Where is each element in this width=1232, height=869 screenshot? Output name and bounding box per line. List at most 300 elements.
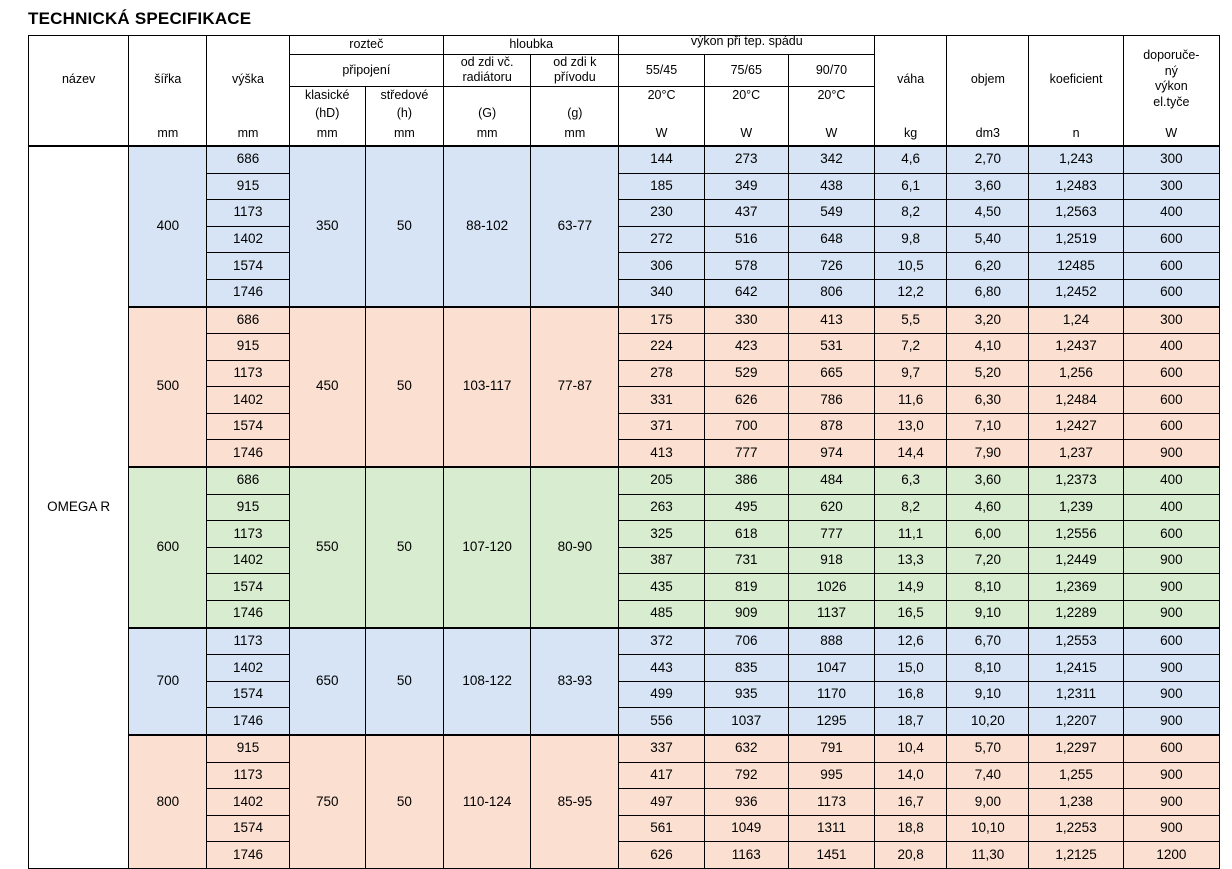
cell-stredove: 50 — [365, 735, 443, 868]
cell-vykon-5545: 224 — [619, 334, 704, 361]
header-od-zdi-vc-radiatoru-code: (G) — [444, 105, 531, 123]
cell-vaha: 14,9 — [875, 574, 947, 601]
cell-vykon-5545: 497 — [619, 789, 704, 816]
cell-vaha: 20,8 — [875, 842, 947, 869]
cell-od-zdi-k-privodu: 80-90 — [531, 467, 619, 628]
cell-objem: 6,30 — [947, 387, 1029, 414]
cell-objem: 9,10 — [947, 681, 1029, 708]
cell-od-zdi-k-privodu: 77-87 — [531, 307, 619, 468]
cell-od-zdi-vc-radiatoru: 110-124 — [444, 735, 531, 868]
cell-vaha: 6,3 — [875, 467, 947, 494]
unit-koeficient: n — [1029, 123, 1123, 146]
cell-vykon-5545: 417 — [619, 762, 704, 789]
cell-vykon-7565: 349 — [704, 173, 788, 200]
table-row — [29, 334, 1220, 361]
cell-doporuceny-vykon: 400 — [1123, 200, 1219, 227]
cell-doporuceny-vykon: 600 — [1123, 253, 1219, 280]
cell-vykon-5545: 413 — [619, 440, 704, 467]
cell-doporuceny-vykon: 600 — [1123, 360, 1219, 387]
cell-vyska: 1173 — [207, 762, 289, 789]
cell-vykon-9070: 974 — [788, 440, 874, 467]
unit-od-zdi-vc-radiatoru: mm — [444, 123, 531, 146]
cell-doporuceny-vykon: 600 — [1123, 413, 1219, 440]
units-row — [29, 123, 1220, 146]
header-vaha: váha — [875, 35, 947, 123]
cell-koeficient: 1,24 — [1029, 307, 1123, 334]
cell-doporuceny-vykon: 600 — [1123, 735, 1219, 762]
cell-objem: 7,20 — [947, 547, 1029, 574]
cell-vykon-5545: 278 — [619, 360, 704, 387]
cell-vaha: 11,1 — [875, 521, 947, 548]
cell-vykon-5545: 443 — [619, 655, 704, 682]
cell-koeficient: 1,2519 — [1029, 226, 1123, 253]
cell-objem: 3,20 — [947, 307, 1029, 334]
cell-vyska: 1402 — [207, 226, 289, 253]
cell-vaha: 13,0 — [875, 413, 947, 440]
cell-doporuceny-vykon: 900 — [1123, 601, 1219, 628]
cell-vyska: 686 — [207, 146, 289, 173]
cell-doporuceny-vykon: 600 — [1123, 387, 1219, 414]
table-row — [29, 601, 1220, 628]
cell-vykon-9070: 648 — [788, 226, 874, 253]
cell-vykon-9070: 484 — [788, 467, 874, 494]
cell-vykon-7565: 495 — [704, 494, 788, 521]
header-spad-9070-spacer — [788, 105, 874, 123]
cell-od-zdi-vc-radiatoru: 88-102 — [444, 146, 531, 307]
header-nazev: název — [29, 35, 129, 123]
cell-vykon-9070: 665 — [788, 360, 874, 387]
cell-doporuceny-vykon: 400 — [1123, 494, 1219, 521]
cell-vaha: 10,5 — [875, 253, 947, 280]
cell-sirka: 400 — [129, 146, 207, 307]
table-row — [29, 547, 1220, 574]
cell-objem: 7,90 — [947, 440, 1029, 467]
cell-doporuceny-vykon: 900 — [1123, 655, 1219, 682]
cell-vyska: 1746 — [207, 279, 289, 306]
table-row — [29, 360, 1220, 387]
cell-vykon-9070: 726 — [788, 253, 874, 280]
table-row — [29, 387, 1220, 414]
cell-vyska: 1402 — [207, 387, 289, 414]
cell-vaha: 15,0 — [875, 655, 947, 682]
cell-vykon-7565: 706 — [704, 628, 788, 655]
unit-stredove: mm — [365, 123, 443, 146]
cell-doporuceny-vykon: 900 — [1123, 681, 1219, 708]
cell-vykon-9070: 806 — [788, 279, 874, 306]
cell-vyska: 1574 — [207, 413, 289, 440]
cell-vyska: 686 — [207, 307, 289, 334]
cell-objem: 6,20 — [947, 253, 1029, 280]
header-roztec: rozteč — [289, 35, 443, 54]
cell-vaha: 4,6 — [875, 146, 947, 173]
unit-spad-9070: W — [788, 123, 874, 146]
cell-objem: 5,70 — [947, 735, 1029, 762]
unit-klasicke: mm — [289, 123, 365, 146]
table-header — [29, 35, 1220, 146]
cell-vykon-9070: 1295 — [788, 708, 874, 735]
cell-doporuceny-vykon: 300 — [1123, 307, 1219, 334]
header-doporuceny-line4: el.tyče — [1153, 94, 1190, 109]
cell-vyska: 1402 — [207, 655, 289, 682]
cell-objem: 3,60 — [947, 173, 1029, 200]
header-koeficient: koeficient — [1029, 35, 1123, 123]
cell-vykon-7565: 1049 — [704, 815, 788, 842]
cell-vykon-9070: 786 — [788, 387, 874, 414]
cell-koeficient: 1,238 — [1029, 789, 1123, 816]
table-row — [29, 413, 1220, 440]
cell-koeficient: 1,2125 — [1029, 842, 1123, 869]
cell-vyska: 1574 — [207, 574, 289, 601]
unit-vyska: mm — [207, 123, 289, 146]
header-spad-7565-spacer — [704, 105, 788, 123]
header-spad-7565-temp: 20°C — [704, 86, 788, 105]
cell-vykon-5545: 263 — [619, 494, 704, 521]
cell-klasicke: 750 — [289, 735, 365, 868]
cell-vyska: 1746 — [207, 440, 289, 467]
cell-koeficient: 1,2556 — [1029, 521, 1123, 548]
cell-vykon-5545: 499 — [619, 681, 704, 708]
cell-vyska: 1402 — [207, 789, 289, 816]
cell-objem: 4,10 — [947, 334, 1029, 361]
cell-koeficient: 1,2437 — [1029, 334, 1123, 361]
cell-vykon-9070: 620 — [788, 494, 874, 521]
cell-vykon-9070: 1137 — [788, 601, 874, 628]
cell-od-zdi-vc-radiatoru: 103-117 — [444, 307, 531, 468]
cell-od-zdi-vc-radiatoru: 107-120 — [444, 467, 531, 628]
cell-od-zdi-vc-radiatoru: 108-122 — [444, 628, 531, 735]
cell-doporuceny-vykon: 300 — [1123, 146, 1219, 173]
table-row — [29, 628, 1220, 655]
cell-vykon-9070: 1173 — [788, 789, 874, 816]
cell-vykon-5545: 230 — [619, 200, 704, 227]
cell-vyska: 1574 — [207, 815, 289, 842]
header-doporuceny-line1: doporuče- — [1143, 48, 1200, 63]
header-sirka: šířka — [129, 35, 207, 123]
unit-objem: dm3 — [947, 123, 1029, 146]
cell-vyska: 1746 — [207, 842, 289, 869]
cell-vykon-9070: 1311 — [788, 815, 874, 842]
cell-doporuceny-vykon: 900 — [1123, 815, 1219, 842]
header-od-zdi-k-privodu-cont — [531, 86, 619, 105]
page-title: TECHNICKÁ SPECIFIKACE — [28, 9, 252, 28]
cell-koeficient: 1,256 — [1029, 360, 1123, 387]
cell-vaha: 18,8 — [875, 815, 947, 842]
cell-klasicke: 650 — [289, 628, 365, 735]
cell-doporuceny-vykon: 900 — [1123, 440, 1219, 467]
cell-sirka: 600 — [129, 467, 207, 628]
cell-vykon-5545: 185 — [619, 173, 704, 200]
header-klasicke-code: (hD) — [289, 105, 365, 123]
cell-stredove: 50 — [365, 628, 443, 735]
cell-koeficient: 1,237 — [1029, 440, 1123, 467]
cell-vaha: 10,4 — [875, 735, 947, 762]
cell-doporuceny-vykon: 400 — [1123, 334, 1219, 361]
cell-objem: 4,60 — [947, 494, 1029, 521]
table-row — [29, 307, 1220, 334]
cell-vykon-5545: 626 — [619, 842, 704, 869]
table-row — [29, 467, 1220, 494]
cell-od-zdi-k-privodu: 63-77 — [531, 146, 619, 307]
cell-doporuceny-vykon: 600 — [1123, 521, 1219, 548]
table-row — [29, 253, 1220, 280]
table-row — [29, 708, 1220, 735]
header-vyska: výška — [207, 35, 289, 123]
table-row — [29, 574, 1220, 601]
cell-vykon-7565: 386 — [704, 467, 788, 494]
header-row-1 — [29, 35, 1220, 54]
cell-koeficient: 1,239 — [1029, 494, 1123, 521]
cell-vykon-7565: 700 — [704, 413, 788, 440]
table-row — [29, 200, 1220, 227]
cell-objem: 8,10 — [947, 655, 1029, 682]
header-od-zdi-k-privodu — [531, 54, 619, 86]
cell-vykon-9070: 1047 — [788, 655, 874, 682]
cell-vykon-9070: 791 — [788, 735, 874, 762]
cell-vaha: 9,8 — [875, 226, 947, 253]
cell-doporuceny-vykon: 900 — [1123, 762, 1219, 789]
cell-vykon-7565: 529 — [704, 360, 788, 387]
cell-objem: 11,30 — [947, 842, 1029, 869]
cell-vykon-7565: 423 — [704, 334, 788, 361]
cell-doporuceny-vykon: 900 — [1123, 547, 1219, 574]
cell-vaha: 13,3 — [875, 547, 947, 574]
cell-vyska: 915 — [207, 334, 289, 361]
cell-vaha: 11,6 — [875, 387, 947, 414]
product-name-cell: OMEGA R — [29, 146, 129, 869]
cell-od-zdi-k-privodu: 85-95 — [531, 735, 619, 868]
cell-vaha: 6,1 — [875, 173, 947, 200]
cell-koeficient: 1,2415 — [1029, 655, 1123, 682]
header-doporuceny-line2: ný — [1164, 63, 1178, 78]
cell-vykon-7565: 835 — [704, 655, 788, 682]
cell-vykon-5545: 205 — [619, 467, 704, 494]
header-od-zdi-k-privodu-code: (g) — [531, 105, 619, 123]
unit-vaha: kg — [875, 123, 947, 146]
cell-koeficient: 1,2253 — [1029, 815, 1123, 842]
cell-stredove: 50 — [365, 467, 443, 628]
cell-vykon-5545: 435 — [619, 574, 704, 601]
cell-vykon-7565: 819 — [704, 574, 788, 601]
cell-koeficient: 1,2289 — [1029, 601, 1123, 628]
cell-vykon-7565: 273 — [704, 146, 788, 173]
cell-objem: 10,10 — [947, 815, 1029, 842]
cell-koeficient: 1,2373 — [1029, 467, 1123, 494]
cell-vykon-7565: 516 — [704, 226, 788, 253]
table-row — [29, 681, 1220, 708]
header-od-zdi-vc-radiatoru-cont — [444, 86, 531, 105]
table-row — [29, 762, 1220, 789]
cell-vyska: 915 — [207, 494, 289, 521]
cell-doporuceny-vykon: 400 — [1123, 467, 1219, 494]
cell-objem: 5,40 — [947, 226, 1029, 253]
cell-vykon-9070: 1170 — [788, 681, 874, 708]
cell-koeficient: 1,2369 — [1029, 574, 1123, 601]
header-stredove: středové — [365, 86, 443, 105]
cell-vykon-5545: 371 — [619, 413, 704, 440]
header-vykon-text: výkon při tep. spádu — [690, 34, 803, 49]
cell-klasicke: 350 — [289, 146, 365, 307]
cell-objem: 9,10 — [947, 601, 1029, 628]
cell-vaha: 12,6 — [875, 628, 947, 655]
cell-vykon-7565: 1037 — [704, 708, 788, 735]
header-objem: objem — [947, 35, 1029, 123]
cell-vaha: 18,7 — [875, 708, 947, 735]
cell-vykon-7565: 626 — [704, 387, 788, 414]
cell-vyska: 1173 — [207, 200, 289, 227]
header-spad-7565: 75/65 — [704, 54, 788, 86]
cell-vyska: 915 — [207, 173, 289, 200]
cell-vykon-7565: 936 — [704, 789, 788, 816]
table-row — [29, 735, 1220, 762]
cell-vykon-7565: 578 — [704, 253, 788, 280]
cell-vykon-5545: 387 — [619, 547, 704, 574]
cell-objem: 3,60 — [947, 467, 1029, 494]
header-od-zdi-k-privodu-text: od zdi k přívodu — [553, 54, 597, 85]
cell-vaha: 16,8 — [875, 681, 947, 708]
cell-doporuceny-vykon: 300 — [1123, 173, 1219, 200]
cell-vykon-9070: 531 — [788, 334, 874, 361]
cell-objem: 4,50 — [947, 200, 1029, 227]
cell-objem: 7,40 — [947, 762, 1029, 789]
cell-stredove: 50 — [365, 146, 443, 307]
cell-vaha: 8,2 — [875, 494, 947, 521]
cell-vykon-9070: 777 — [788, 521, 874, 548]
header-doporuceny-vykon — [1123, 35, 1219, 123]
cell-doporuceny-vykon: 900 — [1123, 789, 1219, 816]
cell-vaha: 12,2 — [875, 279, 947, 306]
cell-objem: 9,00 — [947, 789, 1029, 816]
cell-vyska: 915 — [207, 735, 289, 762]
table-row — [29, 494, 1220, 521]
cell-vyska: 1173 — [207, 521, 289, 548]
cell-koeficient: 1,243 — [1029, 146, 1123, 173]
cell-vaha: 5,5 — [875, 307, 947, 334]
cell-vykon-7565: 330 — [704, 307, 788, 334]
cell-vykon-5545: 325 — [619, 521, 704, 548]
cell-vykon-9070: 878 — [788, 413, 874, 440]
table-row — [29, 226, 1220, 253]
cell-vaha: 14,4 — [875, 440, 947, 467]
cell-vaha: 16,7 — [875, 789, 947, 816]
header-od-zdi-vc-radiatoru — [444, 54, 531, 86]
cell-vykon-5545: 340 — [619, 279, 704, 306]
cell-objem: 2,70 — [947, 146, 1029, 173]
cell-doporuceny-vykon: 600 — [1123, 226, 1219, 253]
cell-vykon-9070: 342 — [788, 146, 874, 173]
header-spad-5545-spacer — [619, 105, 704, 123]
cell-od-zdi-k-privodu: 83-93 — [531, 628, 619, 735]
cell-vykon-5545: 372 — [619, 628, 704, 655]
cell-vaha: 8,2 — [875, 200, 947, 227]
cell-objem: 6,00 — [947, 521, 1029, 548]
cell-koeficient: 1,2449 — [1029, 547, 1123, 574]
cell-objem: 6,70 — [947, 628, 1029, 655]
header-spad-9070-temp: 20°C — [788, 86, 874, 105]
cell-doporuceny-vykon: 1200 — [1123, 842, 1219, 869]
cell-koeficient: 1,2297 — [1029, 735, 1123, 762]
unit-spad-7565: W — [704, 123, 788, 146]
cell-koeficient: 1,2553 — [1029, 628, 1123, 655]
cell-vykon-9070: 918 — [788, 547, 874, 574]
cell-vykon-7565: 642 — [704, 279, 788, 306]
table-row — [29, 521, 1220, 548]
header-spad-9070: 90/70 — [788, 54, 874, 86]
header-spad-5545: 55/45 — [619, 54, 704, 86]
cell-koeficient: 1,2483 — [1029, 173, 1123, 200]
cell-vykon-5545: 337 — [619, 735, 704, 762]
cell-vykon-7565: 909 — [704, 601, 788, 628]
table-row — [29, 842, 1220, 869]
table-row — [29, 655, 1220, 682]
cell-vykon-9070: 888 — [788, 628, 874, 655]
cell-vyska: 1746 — [207, 708, 289, 735]
table-row — [29, 789, 1220, 816]
cell-vaha: 14,0 — [875, 762, 947, 789]
table-row — [29, 146, 1220, 173]
unit-doporuceny-vykon: W — [1123, 123, 1219, 146]
unit-od-zdi-k-privodu: mm — [531, 123, 619, 146]
cell-vyska: 1574 — [207, 681, 289, 708]
cell-vykon-9070: 995 — [788, 762, 874, 789]
cell-objem: 6,80 — [947, 279, 1029, 306]
cell-koeficient: 1,2484 — [1029, 387, 1123, 414]
specification-table — [28, 35, 1220, 869]
cell-vykon-9070: 1026 — [788, 574, 874, 601]
cell-vyska: 1746 — [207, 601, 289, 628]
cell-vyska: 686 — [207, 467, 289, 494]
cell-vykon-9070: 438 — [788, 173, 874, 200]
cell-vykon-7565: 437 — [704, 200, 788, 227]
cell-objem: 7,10 — [947, 413, 1029, 440]
cell-vykon-5545: 485 — [619, 601, 704, 628]
header-spad-5545-temp: 20°C — [619, 86, 704, 105]
header-od-zdi-vc-radiatoru-text: od zdi vč. radiátoru — [460, 54, 514, 85]
cell-vaha: 16,5 — [875, 601, 947, 628]
cell-koeficient: 1,2311 — [1029, 681, 1123, 708]
cell-objem: 5,20 — [947, 360, 1029, 387]
cell-objem: 10,20 — [947, 708, 1029, 735]
cell-doporuceny-vykon: 600 — [1123, 279, 1219, 306]
table-row — [29, 279, 1220, 306]
header-doporuceny-line3: výkon — [1155, 79, 1188, 94]
cell-doporuceny-vykon: 900 — [1123, 708, 1219, 735]
unit-sirka: mm — [129, 123, 207, 146]
cell-doporuceny-vykon: 900 — [1123, 574, 1219, 601]
cell-koeficient: 1,255 — [1029, 762, 1123, 789]
cell-sirka: 500 — [129, 307, 207, 468]
cell-sirka: 700 — [129, 628, 207, 735]
cell-koeficient: 1,2563 — [1029, 200, 1123, 227]
cell-vykon-9070: 413 — [788, 307, 874, 334]
header-stredove-code: (h) — [365, 105, 443, 123]
cell-vykon-5545: 561 — [619, 815, 704, 842]
cell-vykon-7565: 632 — [704, 735, 788, 762]
cell-vykon-7565: 935 — [704, 681, 788, 708]
table-row — [29, 815, 1220, 842]
cell-vykon-5545: 306 — [619, 253, 704, 280]
cell-vykon-5545: 331 — [619, 387, 704, 414]
cell-vykon-9070: 1451 — [788, 842, 874, 869]
cell-vykon-7565: 792 — [704, 762, 788, 789]
cell-vyska: 1402 — [207, 547, 289, 574]
cell-koeficient: 1,2452 — [1029, 279, 1123, 306]
cell-vykon-7565: 1163 — [704, 842, 788, 869]
cell-vykon-5545: 144 — [619, 146, 704, 173]
cell-koeficient: 1,2427 — [1029, 413, 1123, 440]
cell-vykon-7565: 731 — [704, 547, 788, 574]
cell-vyska: 1173 — [207, 360, 289, 387]
table-row — [29, 173, 1220, 200]
